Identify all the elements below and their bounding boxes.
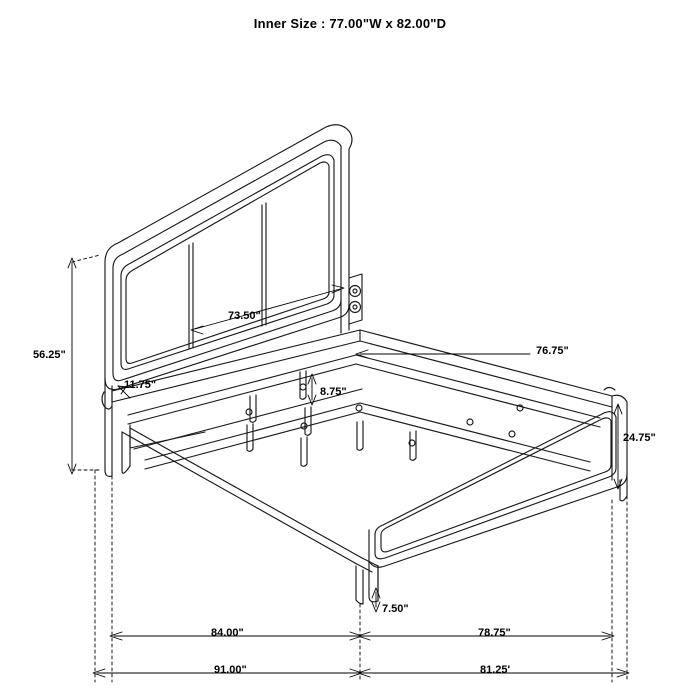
dimension-label-headboard-height: 56.25" [33, 349, 66, 361]
dimension-label-frame-depth-front: 78.75" [478, 627, 511, 639]
dimension-label-headboard-width: 73.50" [228, 310, 261, 322]
dimension-label-overall-depth: 81.25' [480, 664, 511, 676]
dimension-label-rail-height-left: 11.75" [124, 379, 157, 391]
dimension-label-overall-length: 91.00" [214, 664, 247, 676]
dimension-label-footboard-height: 24.75" [623, 432, 656, 444]
dimension-label-frame-length-front: 84.00" [211, 627, 244, 639]
dimension-label-slat-height: 8.75" [320, 386, 347, 398]
dimension-label-side-rail-length: 76.75" [536, 345, 569, 357]
page-title: Inner Size : 77.00"W x 82.00"D [253, 16, 447, 31]
dimension-label-leg-clearance: 7.50" [382, 603, 409, 615]
